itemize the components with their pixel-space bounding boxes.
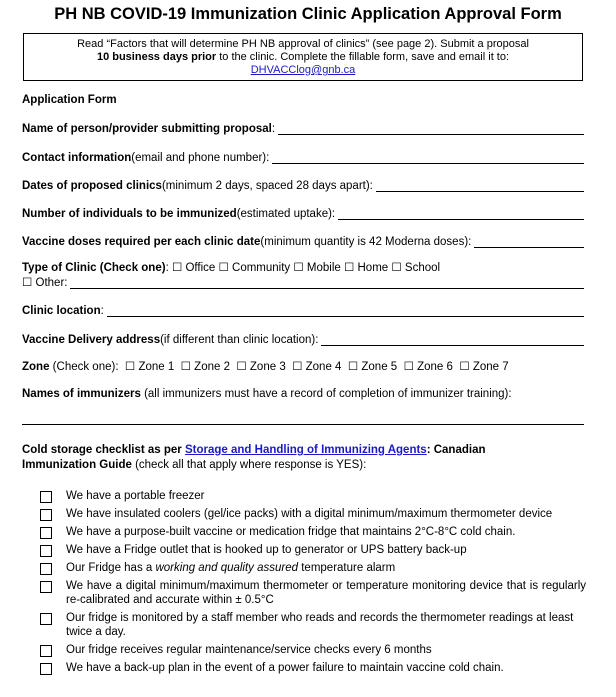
- field-label: Vaccine doses required per each clinic date: [22, 236, 261, 248]
- input-line[interactable]: [338, 209, 584, 220]
- checkbox-icon[interactable]: ☐: [459, 361, 470, 373]
- input-line[interactable]: [70, 278, 584, 289]
- field-hint: (minimum quantity is 42 Moderna doses):: [260, 236, 472, 248]
- checkbox-icon[interactable]: ☐: [124, 361, 136, 373]
- input-line[interactable]: [272, 153, 584, 164]
- field-label: Number of individuals to be immunized: [22, 208, 237, 220]
- field-label: Dates of proposed clinics: [22, 180, 162, 192]
- option-label: Zone 2: [194, 361, 230, 373]
- immunizers-input-line[interactable]: [22, 424, 584, 425]
- section-heading: [22, 94, 117, 106]
- checkbox-icon[interactable]: ☐: [343, 262, 355, 274]
- checkbox-zone-4[interactable]: [289, 361, 342, 373]
- submission-note: [23, 33, 583, 81]
- checklist-item[interactable]: [40, 525, 586, 539]
- checklist-hint: (check all that apply where response is YES):: [131, 459, 367, 471]
- input-line[interactable]: [376, 181, 584, 192]
- field-hint: (all immunizers must have a record of completion of immunizer training):: [140, 388, 512, 400]
- checkbox-icon[interactable]: ☐: [22, 277, 33, 289]
- option-label: Home: [357, 262, 389, 274]
- checkbox-icon[interactable]: ☐: [236, 361, 247, 373]
- checkbox-icon[interactable]: ☐: [293, 262, 304, 274]
- checklist-item[interactable]: [40, 561, 586, 575]
- section-heading-text: Application Form: [22, 94, 117, 106]
- checkbox-office[interactable]: [172, 262, 215, 274]
- checkbox-icon[interactable]: ☐: [218, 262, 229, 274]
- field-label: Contact information: [22, 152, 132, 164]
- checklist-item-label: We have insulated coolers (gel/ice packs) with a digital minimum/maximum thermometer device: [66, 508, 553, 520]
- checkbox-icon[interactable]: [40, 563, 52, 575]
- input-line[interactable]: [321, 335, 584, 346]
- option-label: Office: [185, 262, 216, 274]
- input-line[interactable]: [107, 306, 584, 317]
- note-deadline: 10 business days prior: [96, 51, 217, 63]
- option-label: School: [404, 262, 441, 274]
- checkbox-icon[interactable]: [40, 581, 52, 593]
- checkbox-zone-2[interactable]: [177, 361, 230, 373]
- field-contact[interactable]: [22, 149, 584, 164]
- immunizers-field: [22, 388, 512, 400]
- option-label: Zone 1: [138, 361, 175, 373]
- field-individuals[interactable]: [22, 205, 584, 220]
- checklist-item[interactable]: [40, 611, 586, 639]
- checklist-heading-text: Cold storage checklist as per: [22, 444, 185, 456]
- checklist-item[interactable]: [40, 507, 586, 521]
- checkbox-icon[interactable]: [40, 491, 52, 503]
- checkbox-community[interactable]: [219, 262, 291, 274]
- checkbox-icon[interactable]: ☐: [180, 361, 191, 373]
- checkbox-icon[interactable]: [40, 645, 52, 657]
- checkbox-home[interactable]: [344, 262, 388, 274]
- option-label: Zone 5: [361, 361, 398, 373]
- checkbox-icon[interactable]: ☐: [391, 262, 402, 274]
- checklist-item[interactable]: [40, 543, 586, 557]
- form-title: PH NB COVID-19 Immunization Clinic Application Approval Form: [54, 5, 562, 23]
- clinic-type: Type of Clinic (Check one): ☐ Office ☐ Community ☐ Mobile ☐ Home ☐ School: [22, 262, 441, 274]
- item-text: temperature alarm: [298, 562, 396, 574]
- field-hint: (minimum 2 days, spaced 28 days apart):: [161, 180, 373, 192]
- field-hint: :: [271, 123, 276, 135]
- checkbox-icon[interactable]: [40, 613, 52, 625]
- checklist-item-label: Our fridge is monitored by a staff member who reads and records the thermometer readings at least twice a day.: [66, 612, 574, 638]
- zone-select: [22, 359, 509, 373]
- input-line[interactable]: [474, 237, 584, 248]
- zone-hint: (Check one):: [49, 361, 119, 373]
- checkbox-mobile[interactable]: [293, 262, 340, 274]
- checkbox-zone-1[interactable]: [122, 361, 175, 373]
- field-label: Clinic location: [22, 305, 101, 317]
- checklist-item-label: Our fridge receives regular maintenance/service checks every 6 months: [66, 644, 432, 656]
- field-hint: (email and phone number):: [131, 152, 270, 164]
- checklist-item-label: We have a Fridge outlet that is hooked up to generator or UPS battery back-up: [66, 544, 467, 556]
- option-label: Mobile: [306, 262, 341, 274]
- zone-label: Zone: [22, 361, 50, 373]
- note-line-1: Read “Factors that will determine PH NB approval of clinics” (see page 2). Submit a proposal: [77, 38, 529, 50]
- option-label: Zone 6: [417, 361, 453, 373]
- clinic-type-label: Type of Clinic (Check one): [22, 262, 166, 274]
- checkbox-icon[interactable]: ☐: [171, 262, 183, 274]
- item-text: Our Fridge has a: [66, 562, 156, 574]
- checklist-item-label: We have a portable freezer: [66, 490, 205, 502]
- checklist-item[interactable]: [40, 661, 586, 675]
- checklist-heading: [22, 443, 486, 473]
- checklist-heading-text: Immunization Guide: [22, 459, 132, 471]
- field-delivery[interactable]: [22, 331, 584, 346]
- checklist-item[interactable]: [40, 489, 586, 503]
- note-line-2-text: to the clinic. Complete the fillable form, save and email it to:: [216, 51, 510, 63]
- checklist-item[interactable]: [40, 643, 586, 657]
- storage-guide-link[interactable]: Storage and Handling of Immunizing Agents: [184, 444, 427, 456]
- field-hint: (if different than clinic location):: [160, 334, 319, 346]
- field-hint: :: [100, 305, 104, 317]
- checklist-item[interactable]: [40, 579, 586, 607]
- field-dates[interactable]: [22, 177, 584, 192]
- input-line[interactable]: [278, 124, 584, 135]
- checkbox-zone-3[interactable]: [233, 361, 286, 373]
- checkbox-zone-6[interactable]: [400, 361, 453, 373]
- checkbox-icon[interactable]: ☐: [347, 361, 359, 373]
- note-line-2: [24, 51, 582, 64]
- option-label: Community: [232, 262, 291, 274]
- field-doses[interactable]: [22, 233, 584, 248]
- checkbox-icon[interactable]: [40, 663, 52, 675]
- checklist-item-label: We have a back-up plan in the event of a power failure to maintain vaccine cold chain.: [66, 662, 504, 674]
- option-label: Zone 4: [305, 361, 342, 373]
- field-label: Vaccine Delivery address: [22, 334, 161, 346]
- checkbox-icon[interactable]: [40, 545, 52, 557]
- option-label: Zone 7: [472, 361, 509, 373]
- field-label: Name of person/provider submitting proposal: [22, 123, 272, 135]
- checkbox-zone-5[interactable]: [345, 361, 398, 373]
- checklist-item-label: [66, 561, 395, 575]
- other-label: Other:: [35, 277, 68, 289]
- checkbox-icon[interactable]: ☐: [403, 361, 414, 373]
- checkbox-icon[interactable]: [40, 509, 52, 521]
- checkbox-zone-7[interactable]: [456, 361, 509, 373]
- email-link[interactable]: DHVACClog@gnb.ca: [250, 64, 356, 76]
- field-other[interactable]: [22, 274, 584, 289]
- field-hint: (estimated uptake):: [236, 208, 336, 220]
- field-label: Names of immunizers: [22, 388, 141, 400]
- field-location[interactable]: [22, 302, 584, 317]
- checklist-heading-text: : Canadian: [426, 444, 486, 456]
- checklist-item-label: We have a purpose-built vaccine or medication fridge that maintains 2°C-8°C cold chain.: [66, 526, 516, 538]
- checkbox-icon[interactable]: [40, 527, 52, 539]
- checkbox-school[interactable]: [391, 262, 440, 274]
- item-emphasis: working and quality assured: [155, 562, 299, 574]
- field-submitter[interactable]: [22, 120, 584, 135]
- option-label: Zone 3: [249, 361, 286, 373]
- checklist-item-label: We have a digital minimum/maximum thermometer or temperature monitoring device that is regularly re-calibrated and accurate within ± 0.5°C: [66, 580, 586, 606]
- checkbox-icon[interactable]: ☐: [292, 361, 303, 373]
